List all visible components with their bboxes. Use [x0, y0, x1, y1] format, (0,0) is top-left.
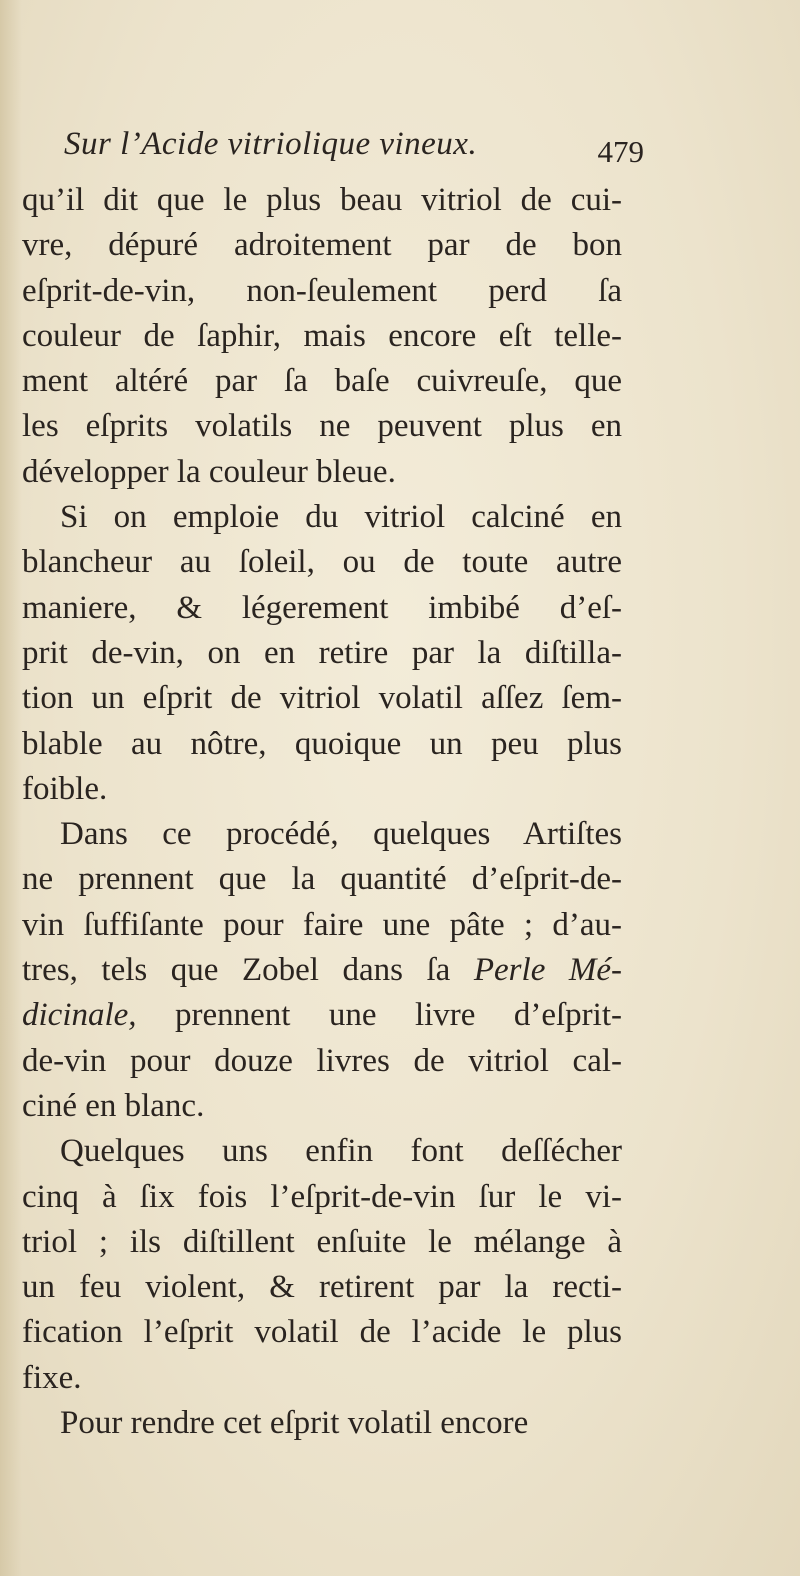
text-line: développer la couleur bleue. [22, 453, 396, 490]
text-line: vre, dépuré adroitement par de bon [22, 227, 622, 264]
page-number: 479 [597, 134, 644, 169]
text-line: un feu violent, & retirent par la recti- [22, 1269, 622, 1306]
text-line: eſprit-de-vin, non-ſeulement perd ſa [22, 272, 622, 309]
text-line [22, 993, 622, 1038]
text-line: Quelques uns enfin font deſſécher [60, 1133, 622, 1170]
text-line: Dans ce procédé, quelques Artiſtes [60, 816, 622, 853]
text-line: ciné en blanc. [22, 1087, 205, 1124]
text-line: ne prennent que la quantité d’eſprit-de- [22, 861, 622, 898]
text-line: blable au nôtre, quoique un peu plus [22, 725, 622, 762]
running-head [64, 120, 644, 176]
text-line: fixe. [22, 1359, 82, 1396]
text-line: de-vin pour douze livres de vitriol cal- [22, 1042, 622, 1079]
text-line [22, 948, 622, 993]
text-segment: prennent une livre d’eſprit- [175, 997, 622, 1034]
text-line: couleur de ſaphir, mais encore eſt telle- [22, 317, 622, 354]
text-line: Si on emploie du vitriol calciné en [60, 499, 622, 536]
running-head-title: Sur l’Acide vitriolique vineux. [64, 126, 478, 162]
text-line: prit de-vin, on en retire par la diſtilla- [22, 634, 622, 671]
text-line: fication l’eſprit volatil de l’acide le plus [22, 1314, 622, 1351]
text-line: maniere, & légerement imbibé d’eſ- [22, 589, 622, 626]
text-line: foible. [22, 770, 108, 807]
text-line: qu’il dit que le plus beau vitriol de cui- [22, 182, 622, 218]
text-line: vin ſuffiſante pour faire une pâte ; d’au- [22, 906, 622, 943]
text-line: Pour rendre cet eſprit volatil encore [60, 1405, 529, 1442]
text-line: tion un eſprit de vitriol volatil aſſez ſem- [22, 680, 622, 717]
text-line: blancheur au ſoleil, ou de toute autre [22, 544, 622, 581]
text-segment: tres, tels que Zobel dans ſa [22, 952, 451, 989]
body-text [22, 178, 622, 1446]
text-line: cinq à ſix fois l’eſprit-de-vin ſur le vi- [22, 1178, 622, 1215]
text-line: triol ; ils diſtillent enſuite le mélange à [22, 1223, 622, 1260]
text-line: les eſprits volatils ne peuvent plus en [22, 408, 622, 445]
book-title-italic: Perle Mé- [473, 952, 622, 989]
gutter-shadow [0, 0, 22, 1576]
text-line: ment altéré par ſa baſe cuivreuſe, que [22, 363, 622, 400]
book-title-italic: dicinale, [22, 997, 137, 1034]
